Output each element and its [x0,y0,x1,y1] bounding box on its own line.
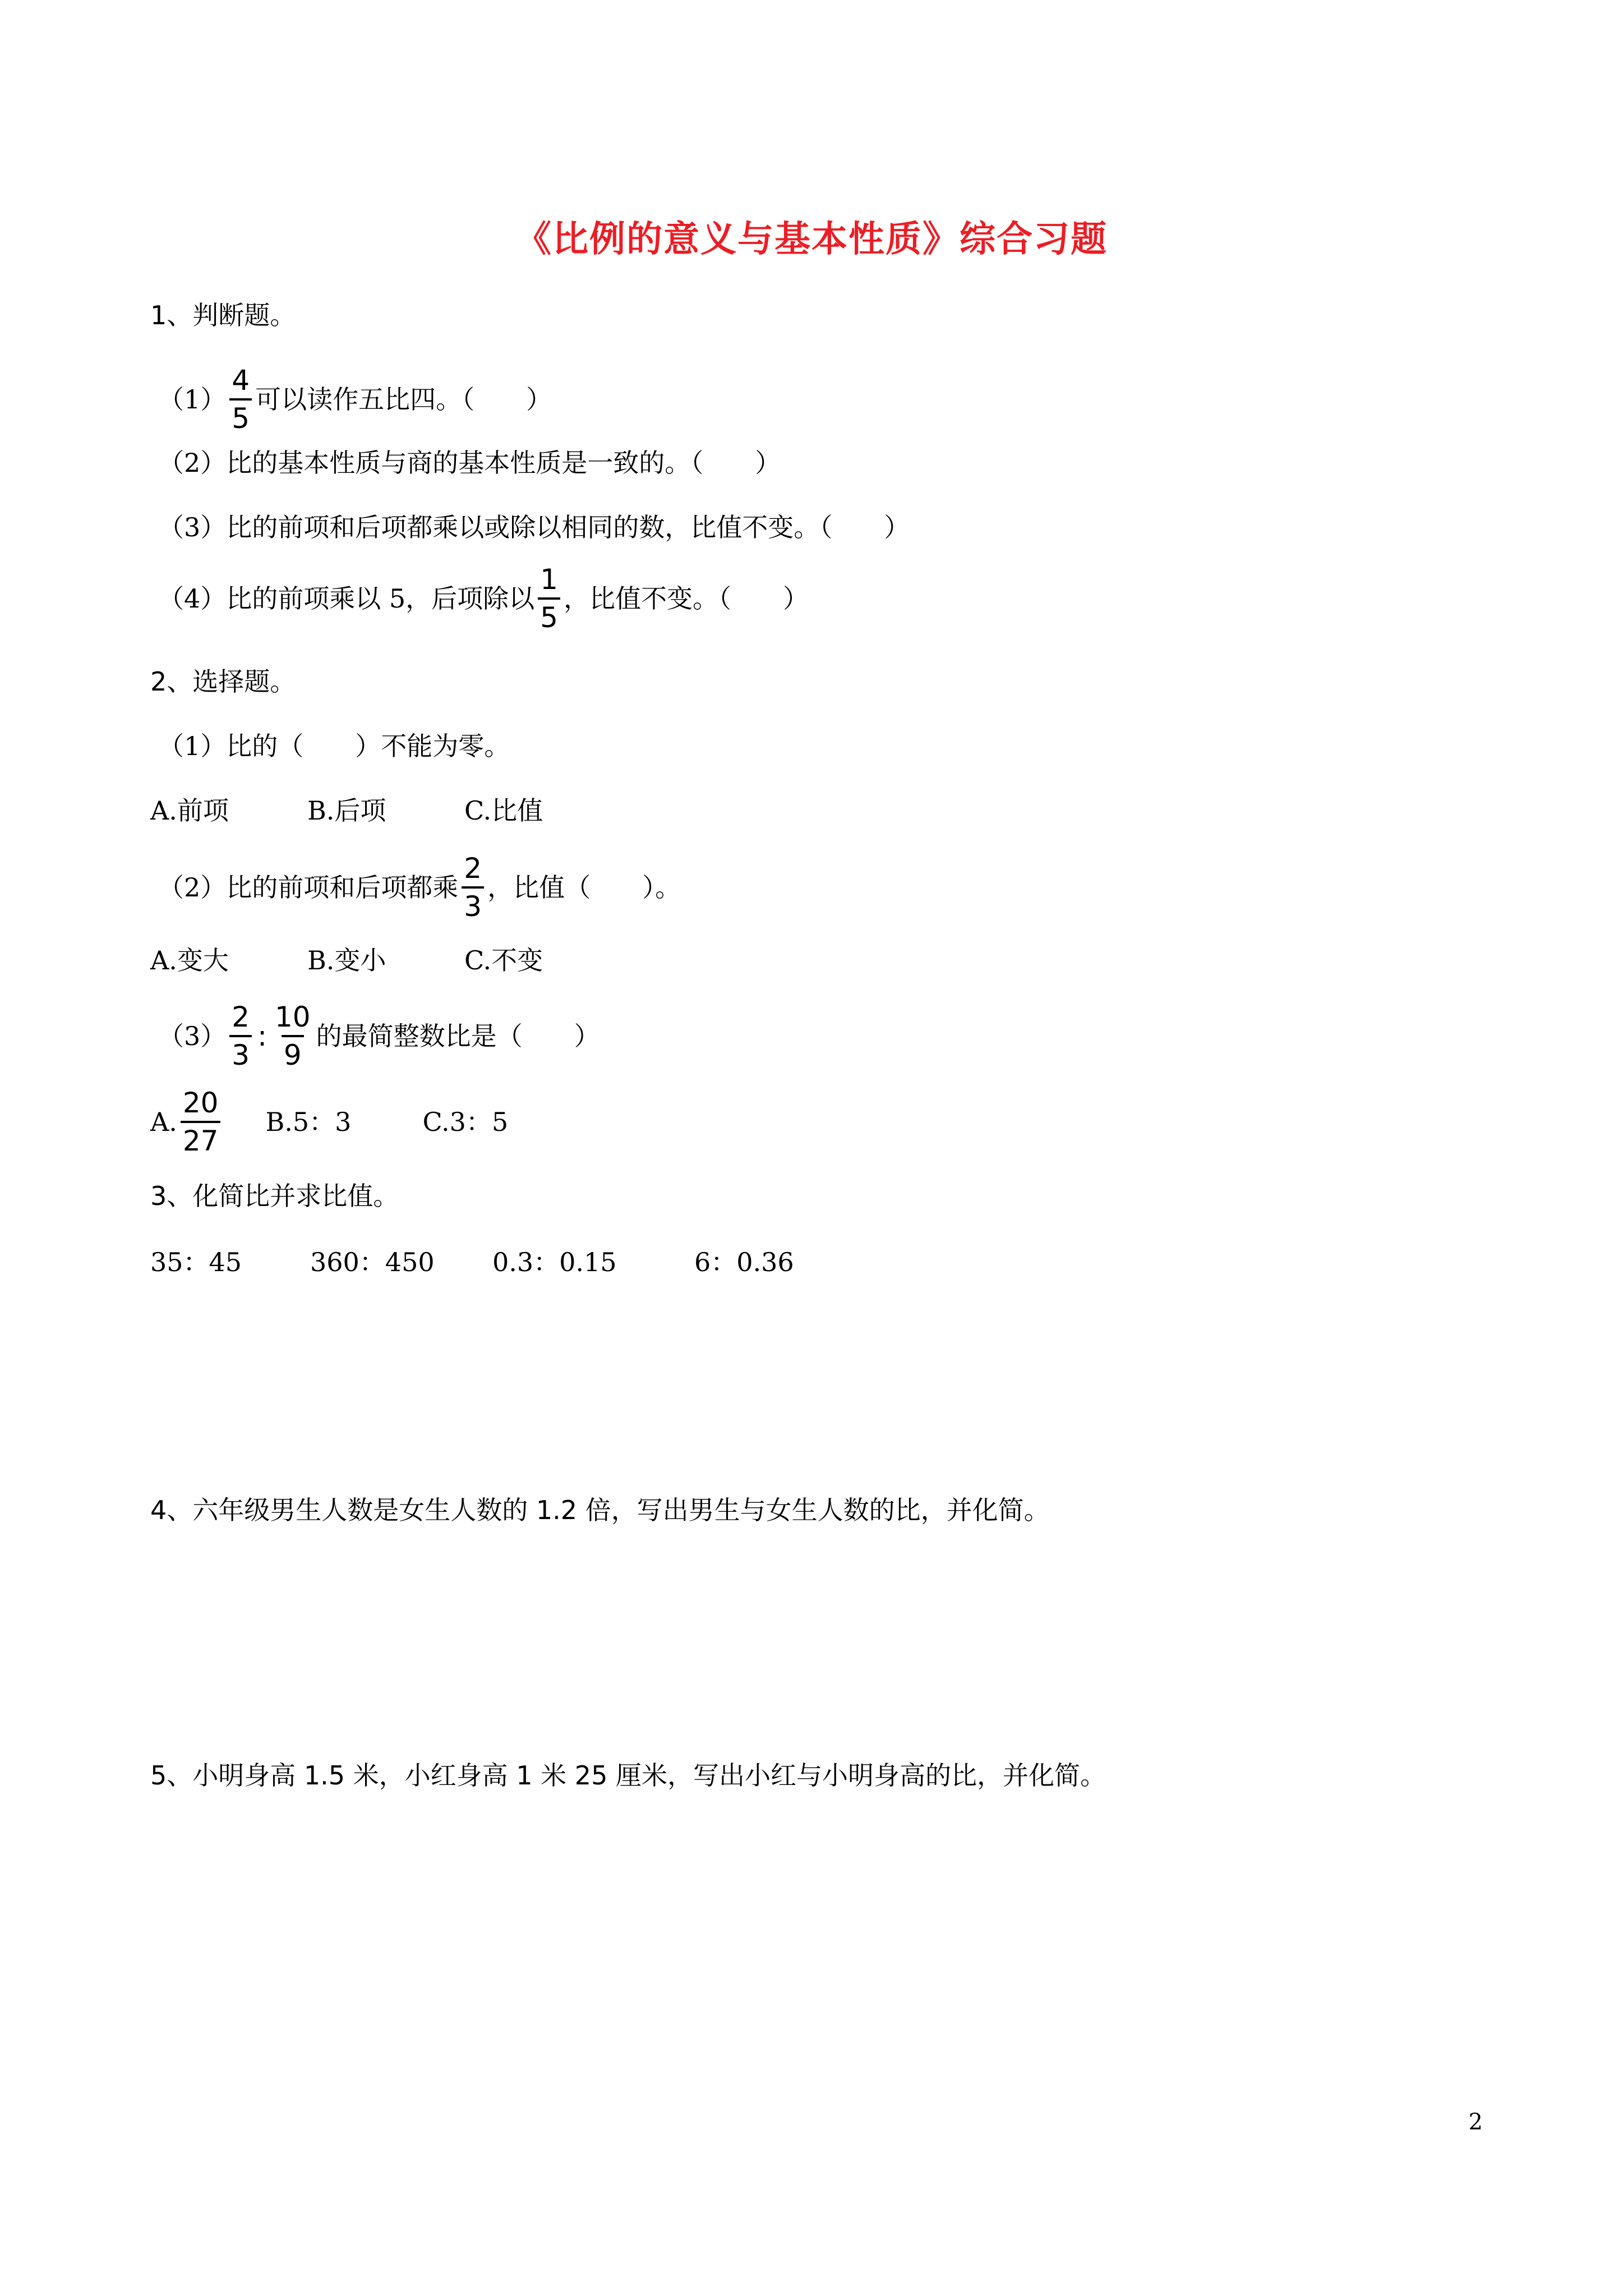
ratio-item: 6：0.36 [694,1247,794,1277]
fraction-denominator: 3 [462,886,484,922]
fraction [229,365,252,434]
fraction-denominator: 5 [538,597,560,633]
option-b: B.变小 [307,945,386,976]
q4-text: 4、六年级男生人数是女生人数的 1.2 倍，写出男生与女生人数的比，并化简。 [150,1495,1050,1525]
q2-item-3-text: 的最简整数比是（ ） [316,1021,600,1051]
fraction-denominator: 27 [181,1121,221,1157]
option-a: A.变大 [150,945,229,976]
option-a-label: A. [150,1107,177,1137]
q1-item-1-text: 可以读作五比四。（ ） [255,384,552,415]
q2-item-2-options [150,938,543,983]
fraction [229,1001,252,1071]
q1-item-4-prefix: （4）比的前项乘以 5，后项除以 [158,583,535,614]
q2-heading: 2、选择题。 [150,666,296,697]
option-b: B.后项 [307,795,386,826]
q1-item-2: （2）比的基本性质与商的基本性质是一致的。（ ） [158,448,781,478]
ratio-colon: : [257,1020,267,1052]
q2-item-3 [158,1001,600,1071]
q2-item-3-prefix: （3） [158,1021,227,1051]
option-c: C.不变 [464,945,543,976]
option-c: C.3：5 [422,1107,509,1137]
fraction [273,1001,313,1071]
q5-text: 5、小明身高 1.5 米，小红身高 1 米 25 厘米，写出小红与小明身高的比，并化简。 [150,1760,1106,1791]
fraction-numerator: 4 [232,364,250,397]
fraction [462,853,484,922]
q1-item-1-prefix: （1） [158,384,227,415]
q3-ratios [150,1240,794,1285]
option-a: A.前项 [150,795,229,826]
q2-item-3-options [150,1087,508,1157]
fraction-numerator: 20 [182,1087,219,1119]
fraction-numerator: 10 [274,1001,311,1033]
q3-heading: 3、化简比并求比值。 [150,1181,399,1211]
fraction-numerator: 2 [464,852,482,885]
fraction-denominator: 3 [229,1035,252,1071]
q1-item-4 [158,564,809,633]
q2-item-2-prefix: （2）比的前项和后项都乘 [158,872,459,903]
q1-item-1 [158,365,552,434]
q2-item-2-text: ，比值（ ）。 [487,872,681,903]
fraction [538,564,560,633]
q1-heading: 1、判断题。 [150,300,296,330]
fraction [181,1087,221,1157]
ratio-item: 35：45 [150,1247,242,1277]
fraction-denominator: 9 [282,1035,304,1071]
fraction-denominator: 5 [229,398,252,434]
option-b: B.5：3 [265,1107,352,1137]
q1-item-3: （3）比的前项和后项都乘以或除以相同的数，比值不变。（ ） [158,512,910,542]
q2-item-2 [158,853,681,922]
ratio-item: 360：450 [310,1247,435,1277]
fraction-numerator: 2 [232,1001,250,1033]
ratio-item: 0.3：0.15 [492,1247,617,1277]
page-number: 2 [1468,2109,1483,2135]
page-title: 《比例的意义与基本性质》综合习题 [515,219,1108,260]
q2-item-1: （1）比的（ ）不能为零。 [158,731,510,761]
q1-item-4-text: ，比值不变。（ ） [563,583,809,614]
q2-item-1-options [150,788,543,833]
fraction-numerator: 1 [540,563,558,596]
option-c: C.比值 [464,795,543,826]
